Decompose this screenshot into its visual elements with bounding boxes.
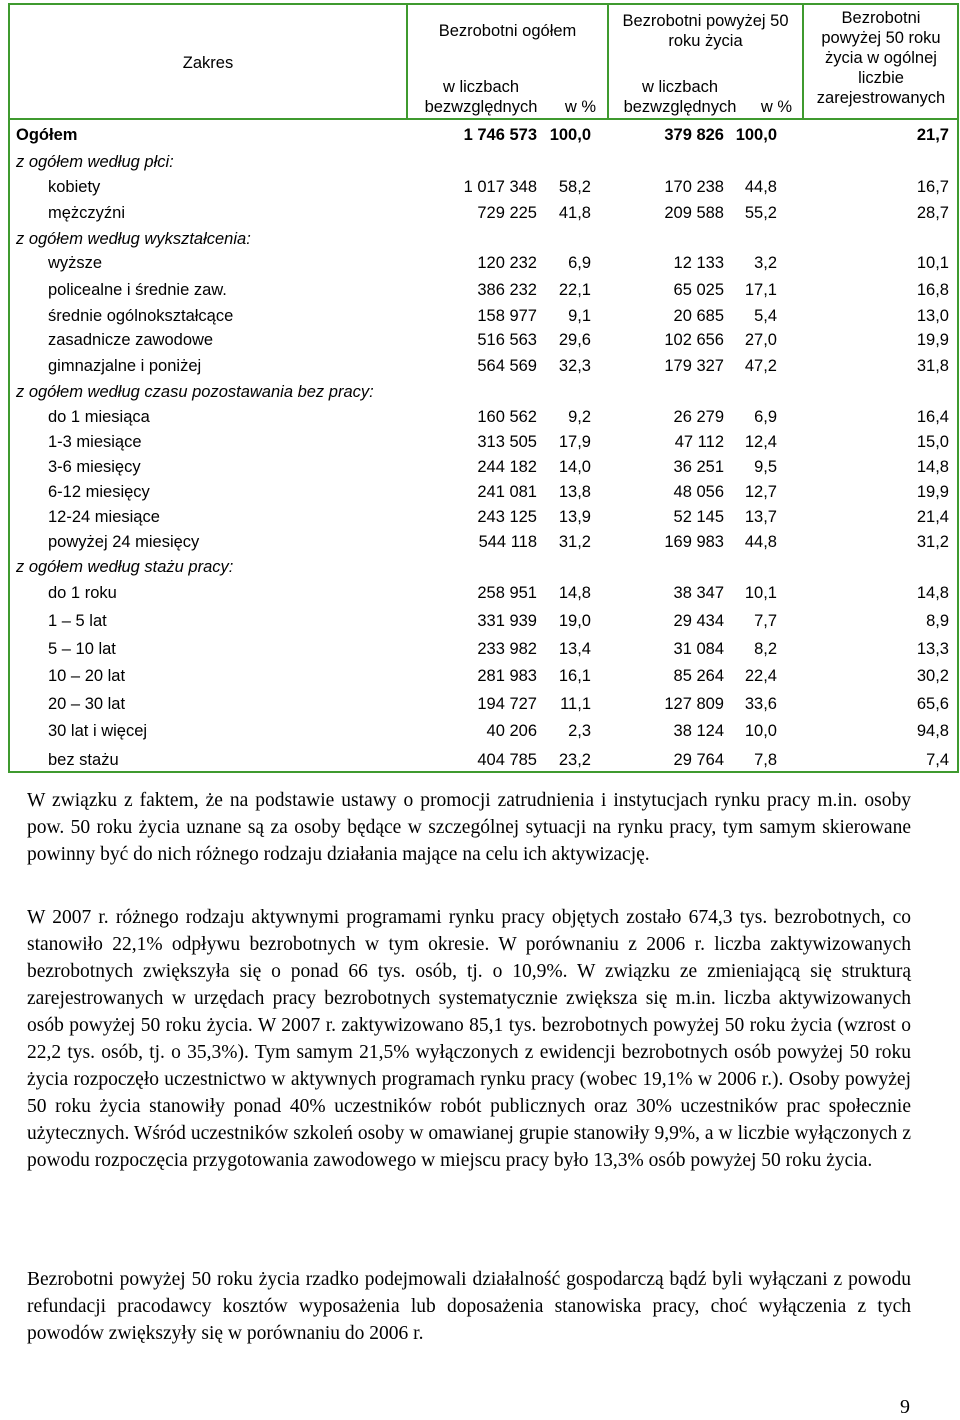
cell-value: 241 081 bbox=[477, 483, 537, 501]
header-share: Bezrobotni powyżej 50 roku życia w ogólnej liczbie zarejestrowanych bbox=[816, 9, 946, 107]
cell-value: 16,8 bbox=[916, 281, 949, 299]
cell-value: 120 232 bbox=[477, 254, 537, 272]
cell-value: 16,7 bbox=[916, 178, 949, 196]
cell-value: 5,4 bbox=[754, 307, 777, 325]
cell-value: 379 826 bbox=[664, 126, 724, 144]
cell-value: 160 562 bbox=[477, 408, 537, 426]
cell-value: 209 588 bbox=[664, 204, 724, 222]
table-row bbox=[10, 331, 957, 355]
cell-value: 16,4 bbox=[916, 408, 949, 426]
cell-value: 8,9 bbox=[926, 612, 949, 630]
cell-value: 31,2 bbox=[558, 533, 591, 551]
header-zakres: Zakres bbox=[182, 54, 234, 72]
cell-value: 13,3 bbox=[916, 640, 949, 658]
cell-value: 19,9 bbox=[916, 483, 949, 501]
cell-value: 1 746 573 bbox=[463, 126, 537, 144]
table-row bbox=[10, 584, 957, 608]
table-group-header bbox=[10, 153, 957, 177]
row-label: zasadnicze zawodowe bbox=[48, 331, 214, 349]
row-label: 6-12 miesięcy bbox=[48, 483, 150, 501]
table-row bbox=[10, 722, 957, 746]
cell-value: 40 206 bbox=[486, 722, 537, 740]
cell-value: 244 182 bbox=[477, 458, 537, 476]
row-label: 20 – 30 lat bbox=[48, 695, 126, 713]
cell-value: 13,0 bbox=[916, 307, 949, 325]
row-label: gimnazjalne i poniżej bbox=[48, 357, 202, 375]
cell-value: 158 977 bbox=[477, 307, 537, 325]
paragraph-3: Bezrobotni powyżej 50 roku życia rzadko podejmowali działalność gospodarczą bądź byli wyłączani z powodu refundacji pracodawcy kosztów wyposażenia lub doposażenia stanowiska pracy, choć wyłączenia z tych powodów zwiększyły się w porównaniu do 2006 r. bbox=[27, 1269, 911, 1344]
row-label: średnie ogólnokształcące bbox=[48, 307, 234, 325]
table-row bbox=[10, 281, 957, 305]
cell-value: 44,8 bbox=[744, 178, 777, 196]
cell-value: 17,1 bbox=[744, 281, 777, 299]
body-text bbox=[27, 787, 911, 868]
table-row bbox=[10, 178, 957, 202]
cell-value: 281 983 bbox=[477, 667, 537, 685]
cell-value: 9,2 bbox=[568, 408, 591, 426]
cell-value: 47 112 bbox=[674, 433, 724, 451]
row-label: 10 – 20 lat bbox=[48, 667, 126, 685]
body-text bbox=[27, 1266, 911, 1347]
cell-value: 100,0 bbox=[549, 126, 591, 144]
table-row bbox=[10, 508, 957, 532]
cell-value: 404 785 bbox=[477, 751, 537, 769]
cell-value: 170 238 bbox=[664, 178, 724, 196]
cell-value: 14,8 bbox=[916, 458, 949, 476]
paragraph-2: W 2007 r. różnego rodzaju aktywnymi programami rynku pracy objętych zostało 674,3 tys. bezrobotnych, co stanowiło 22,1% odpływu bezrobotnych w tym okresie. W porównaniu z 2006 r. liczba zaktywizowanych bezrobotnych zwiększyła się o ponad 66 tys. osób, tj. o 10,9%. W związku ze zmieniającą się strukturą zarejestrowanych w urzędach pracy bezrobotnych systematycznie zwiększa się m.in. liczba aktywizowanych osób powyżej 50 roku życia. W 2007 r. zaktywizowano 85,1 tys. bezrobotnych powyżej 50 roku życia (wzrost o 22,2 tys. osób, tj. o 35,3%). Tym samym 21,5% wyłączonych z ewidencji bezrobotnych osób powyżej 50 roku życia rozpoczęło uczestnictwo w aktywnych programach rynku pracy (wobec 19,1% w 2006 r.). Osoby powyżej 50 roku życia stanowiły ponad 40% uczestników robót publicznych oraz 30% uczestników prac społecznie użytecznych. Wśród uczestników szkoleń osoby w omawianej grupie stanowiły 9,9%, a w liczbie wyłączonych z powodu rozpoczęcia przygotowania zawodowego w miejscu pracy było 13,3% osób powyżej 50 roku życia. bbox=[27, 907, 911, 1171]
cell-value: 179 327 bbox=[664, 357, 724, 375]
cell-value: 14,8 bbox=[916, 584, 949, 602]
table-row bbox=[10, 254, 957, 278]
cell-value: 44,8 bbox=[744, 533, 777, 551]
table-row bbox=[10, 204, 957, 228]
cell-value: 8,2 bbox=[754, 640, 777, 658]
cell-value: 48 056 bbox=[673, 483, 724, 501]
row-label: 30 lat i więcej bbox=[48, 722, 148, 740]
row-label: policealne i średnie zaw. bbox=[48, 281, 227, 299]
header-pct-total: w % bbox=[564, 98, 597, 116]
table-row bbox=[10, 695, 957, 719]
cell-value: 27,0 bbox=[744, 331, 777, 349]
row-label: 3-6 miesięcy bbox=[48, 458, 141, 476]
cell-value: 127 809 bbox=[664, 695, 724, 713]
table-row bbox=[10, 458, 957, 482]
unemployment-table bbox=[8, 3, 959, 773]
row-label: do 1 miesiąca bbox=[48, 408, 150, 426]
cell-value: 33,6 bbox=[744, 695, 777, 713]
row-label: 12-24 miesiące bbox=[48, 508, 160, 526]
cell-value: 55,2 bbox=[744, 204, 777, 222]
cell-value: 15,0 bbox=[916, 433, 949, 451]
cell-value: 36 251 bbox=[673, 458, 724, 476]
row-label: z ogółem według stażu pracy: bbox=[16, 558, 234, 576]
row-label: mężczyźni bbox=[48, 204, 126, 222]
cell-value: 1 017 348 bbox=[463, 178, 537, 196]
cell-value: 16,1 bbox=[558, 667, 591, 685]
header-divider bbox=[802, 5, 804, 118]
cell-value: 313 505 bbox=[477, 433, 537, 451]
table-row bbox=[10, 483, 957, 507]
cell-value: 12,4 bbox=[744, 433, 777, 451]
cell-value: 29 434 bbox=[673, 612, 724, 630]
row-label: wyższe bbox=[48, 254, 103, 272]
table-row bbox=[10, 307, 957, 331]
table-row bbox=[10, 126, 957, 150]
table-group-header bbox=[10, 230, 957, 254]
row-label: 5 – 10 lat bbox=[48, 640, 116, 658]
table-row bbox=[10, 667, 957, 691]
row-label: z ogółem według czasu pozostawania bez pracy: bbox=[16, 383, 374, 401]
header-abs-50plus: w liczbach bezwzględnych bbox=[623, 78, 737, 116]
row-label: z ogółem według wykształcenia: bbox=[16, 230, 251, 248]
cell-value: 19,0 bbox=[558, 612, 591, 630]
header-bottom-rule bbox=[10, 118, 957, 120]
cell-value: 21,4 bbox=[916, 508, 949, 526]
cell-value: 23,2 bbox=[558, 751, 591, 769]
row-label: powyżej 24 miesięcy bbox=[48, 533, 200, 551]
cell-value: 26 279 bbox=[673, 408, 724, 426]
cell-value: 102 656 bbox=[664, 331, 724, 349]
cell-value: 65,6 bbox=[916, 695, 949, 713]
cell-value: 331 939 bbox=[477, 612, 537, 630]
table-row bbox=[10, 408, 957, 432]
cell-value: 47,2 bbox=[744, 357, 777, 375]
table-row bbox=[10, 640, 957, 664]
cell-value: 28,7 bbox=[916, 204, 949, 222]
cell-value: 52 145 bbox=[673, 508, 724, 526]
page-number: 9 bbox=[900, 1396, 910, 1418]
cell-value: 41,8 bbox=[558, 204, 591, 222]
row-label: do 1 roku bbox=[48, 584, 117, 602]
cell-value: 21,7 bbox=[916, 126, 949, 144]
cell-value: 6,9 bbox=[568, 254, 591, 272]
paragraph-1: W związku z faktem, że na podstawie ustawy o promocji zatrudnienia i instytucjach rynku pracy m.in. osoby pow. 50 roku życia uznane są za osoby będące w szczególnej sytuacji na rynku pracy, tym samym skierowane powinny być do nich różnego rodzaju działania mające na celu ich aktywizację. bbox=[27, 790, 911, 865]
cell-value: 58,2 bbox=[558, 178, 591, 196]
header-abs-total: w liczbach bezwzględnych bbox=[424, 78, 538, 116]
cell-value: 7,4 bbox=[926, 751, 949, 769]
table-row bbox=[10, 612, 957, 636]
cell-value: 258 951 bbox=[477, 584, 537, 602]
cell-value: 32,3 bbox=[558, 357, 591, 375]
row-label: kobiety bbox=[48, 178, 101, 196]
cell-value: 38 124 bbox=[673, 722, 724, 740]
cell-value: 9,1 bbox=[568, 307, 591, 325]
table-group-header bbox=[10, 558, 957, 582]
cell-value: 13,8 bbox=[558, 483, 591, 501]
table-row bbox=[10, 433, 957, 457]
body-text bbox=[27, 904, 911, 1174]
cell-value: 14,0 bbox=[558, 458, 591, 476]
cell-value: 13,7 bbox=[744, 508, 777, 526]
cell-value: 31,2 bbox=[916, 533, 949, 551]
cell-value: 243 125 bbox=[477, 508, 537, 526]
cell-value: 564 569 bbox=[477, 357, 537, 375]
cell-value: 3,2 bbox=[754, 254, 777, 272]
cell-value: 516 563 bbox=[477, 331, 537, 349]
cell-value: 7,8 bbox=[754, 751, 777, 769]
cell-value: 169 983 bbox=[664, 533, 724, 551]
cell-value: 10,0 bbox=[744, 722, 777, 740]
cell-value: 11,1 bbox=[560, 695, 591, 713]
cell-value: 10,1 bbox=[916, 254, 949, 272]
cell-value: 7,7 bbox=[754, 612, 777, 630]
cell-value: 13,4 bbox=[558, 640, 591, 658]
cell-value: 20 685 bbox=[673, 307, 724, 325]
row-label: 1 – 5 lat bbox=[48, 612, 107, 630]
cell-value: 6,9 bbox=[754, 408, 777, 426]
cell-value: 19,9 bbox=[916, 331, 949, 349]
cell-value: 29 764 bbox=[673, 751, 724, 769]
header-group-50plus: Bezrobotni powyżej 50 roku życia bbox=[622, 12, 789, 50]
cell-value: 31 084 bbox=[673, 640, 724, 658]
cell-value: 22,1 bbox=[558, 281, 591, 299]
table-group-header bbox=[10, 383, 957, 407]
cell-value: 29,6 bbox=[558, 331, 591, 349]
cell-value: 94,8 bbox=[916, 722, 949, 740]
cell-value: 14,8 bbox=[558, 584, 591, 602]
cell-value: 22,4 bbox=[744, 667, 777, 685]
cell-value: 38 347 bbox=[673, 584, 724, 602]
row-label: bez stażu bbox=[48, 751, 119, 769]
cell-value: 12 133 bbox=[673, 254, 724, 272]
cell-value: 10,1 bbox=[744, 584, 777, 602]
cell-value: 12,7 bbox=[744, 483, 777, 501]
row-label: z ogółem według płci: bbox=[16, 153, 174, 171]
cell-value: 13,9 bbox=[558, 508, 591, 526]
table-row bbox=[10, 357, 957, 381]
table-row bbox=[10, 751, 957, 775]
cell-value: 85 264 bbox=[673, 667, 724, 685]
cell-value: 65 025 bbox=[673, 281, 724, 299]
table-row bbox=[10, 533, 957, 557]
row-label: Ogółem bbox=[16, 126, 78, 144]
cell-value: 9,5 bbox=[754, 458, 777, 476]
cell-value: 100,0 bbox=[735, 126, 777, 144]
cell-value: 233 982 bbox=[477, 640, 537, 658]
cell-value: 386 232 bbox=[477, 281, 537, 299]
cell-value: 194 727 bbox=[477, 695, 537, 713]
cell-value: 30,2 bbox=[916, 667, 949, 685]
header-group-total: Bezrobotni ogółem bbox=[438, 22, 577, 40]
row-label: 1-3 miesiące bbox=[48, 433, 142, 451]
cell-value: 544 118 bbox=[478, 533, 537, 551]
cell-value: 17,9 bbox=[558, 433, 591, 451]
cell-value: 729 225 bbox=[477, 204, 537, 222]
cell-value: 2,3 bbox=[568, 722, 591, 740]
cell-value: 31,8 bbox=[916, 357, 949, 375]
header-pct-50plus: w % bbox=[760, 98, 793, 116]
